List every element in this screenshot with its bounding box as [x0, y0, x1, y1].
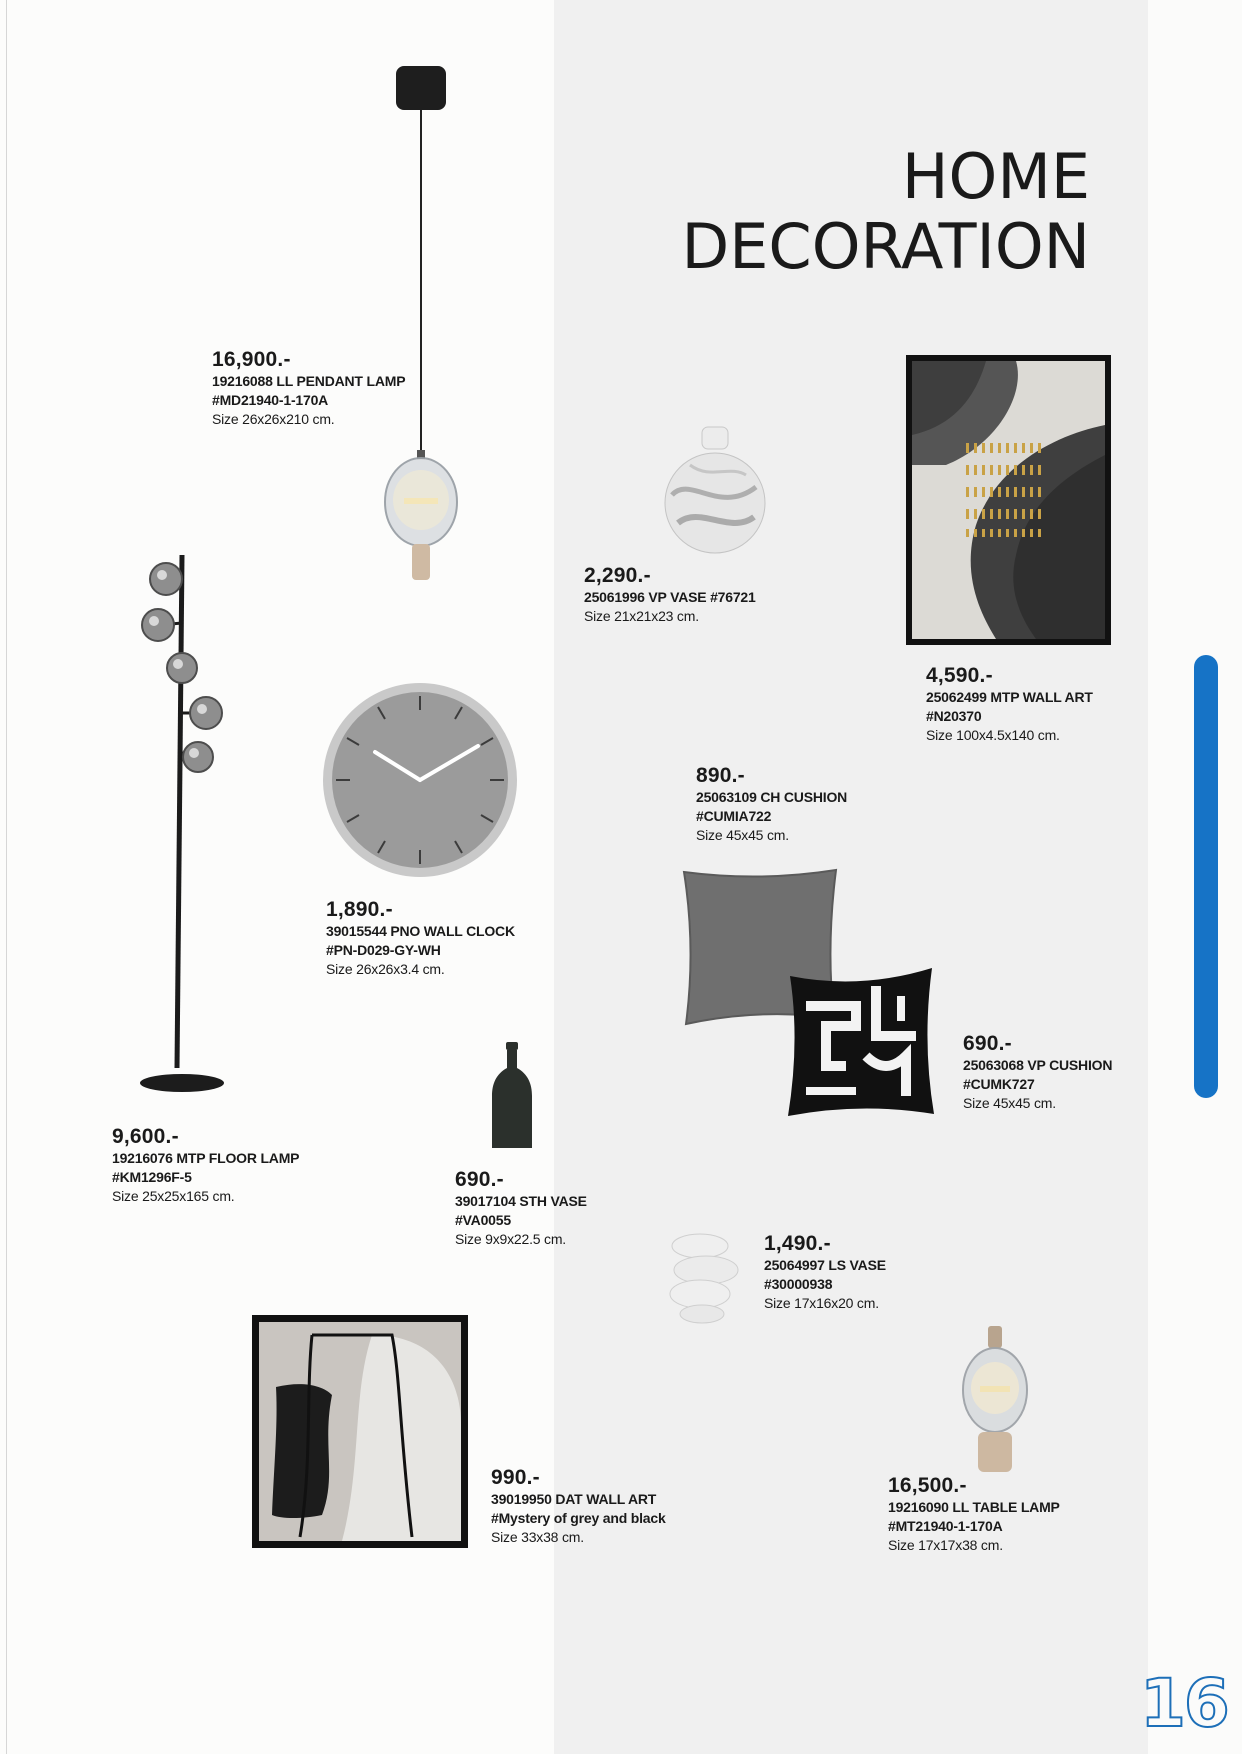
price: 690.-: [455, 1168, 504, 1191]
product-size: Size 100x4.5x140 cm.: [926, 727, 1060, 743]
pendant-lamp-image[interactable]: [370, 62, 480, 592]
product-model: #30000938: [764, 1276, 833, 1292]
wall-clock-label: [326, 898, 515, 979]
table-lamp-label: [888, 1474, 1060, 1555]
price: 16,900.-: [212, 348, 291, 371]
product-size: Size 25x25x165 cm.: [112, 1188, 235, 1204]
stacked-vase-label: [764, 1232, 886, 1313]
product-model: #KM1296F-5: [112, 1169, 192, 1185]
product-code: 25062499 MTP WALL ART: [926, 689, 1093, 705]
white-stacked-vase-image[interactable]: [664, 1232, 740, 1324]
product-code: 39017104 STH VASE: [455, 1193, 587, 1209]
price: 9,600.-: [112, 1125, 179, 1148]
product-size: Size 45x45 cm.: [696, 827, 789, 843]
product-model: #VA0055: [455, 1212, 511, 1228]
grey-cushion-label: [696, 764, 847, 845]
price: 990.-: [491, 1466, 540, 1489]
product-model: #N20370: [926, 708, 982, 724]
wall-clock-image[interactable]: [320, 680, 520, 880]
large-wall-art-label: [926, 664, 1093, 745]
price: 1,490.-: [764, 1232, 831, 1255]
product-code: 19216090 LL TABLE LAMP: [888, 1499, 1060, 1515]
product-model: #CUMK727: [963, 1076, 1035, 1092]
page-title-line1: HOME: [901, 140, 1090, 213]
product-size: Size 26x26x3.4 cm.: [326, 961, 445, 977]
product-code: 19216088 LL PENDANT LAMP: [212, 373, 406, 389]
product-size: Size 21x21x23 cm.: [584, 608, 699, 624]
price: 690.-: [963, 1032, 1012, 1055]
small-wall-art-label: [491, 1466, 666, 1547]
black-bottle-vase-image[interactable]: [488, 1040, 538, 1150]
price: 890.-: [696, 764, 745, 787]
product-size: Size 45x45 cm.: [963, 1095, 1056, 1111]
page-number: 16: [1140, 1665, 1228, 1742]
large-wall-art-image[interactable]: [906, 355, 1111, 645]
product-code: 25061996 VP VASE #76721: [584, 589, 756, 605]
product-code: 25064997 LS VASE: [764, 1257, 886, 1273]
product-size: Size 9x9x22.5 cm.: [455, 1231, 566, 1247]
marble-vase-image[interactable]: [660, 425, 770, 555]
product-code: 39019950 DAT WALL ART: [491, 1491, 657, 1507]
page-title: [681, 142, 1090, 282]
product-size: Size 33x38 cm.: [491, 1529, 584, 1545]
table-lamp-image[interactable]: [960, 1324, 1030, 1474]
product-code: 39015544 PNO WALL CLOCK: [326, 923, 515, 939]
page-edge-line: [6, 0, 7, 1754]
floor-lamp-label: [112, 1125, 299, 1206]
section-tab[interactable]: [1194, 655, 1218, 1098]
pattern-cushion-image[interactable]: [786, 966, 936, 1118]
product-size: Size 17x17x38 cm.: [888, 1537, 1003, 1553]
marble-vase-label: [584, 564, 756, 626]
page-title-line2: DECORATION: [681, 210, 1090, 283]
small-wall-art-image[interactable]: [252, 1315, 468, 1548]
price: 1,890.-: [326, 898, 393, 921]
product-size: Size 26x26x210 cm.: [212, 411, 335, 427]
product-model: #PN-D029-GY-WH: [326, 942, 441, 958]
product-model: #CUMIA722: [696, 808, 772, 824]
product-code: 25063109 CH CUSHION: [696, 789, 848, 805]
product-model: #Mystery of grey and black: [491, 1510, 666, 1526]
product-model: #MD21940-1-170A: [212, 392, 329, 408]
product-model: #MT21940-1-170A: [888, 1518, 1003, 1534]
pattern-cushion-label: [963, 1032, 1112, 1113]
price: 2,290.-: [584, 564, 651, 587]
product-code: 19216076 MTP FLOOR LAMP: [112, 1150, 300, 1166]
bottle-vase-label: [455, 1168, 587, 1249]
product-code: 25063068 VP CUSHION: [963, 1057, 1113, 1073]
price: 16,500.-: [888, 1474, 967, 1497]
product-size: Size 17x16x20 cm.: [764, 1295, 879, 1311]
pendant-lamp-label: [212, 348, 405, 429]
price: 4,590.-: [926, 664, 993, 687]
floor-lamp-image[interactable]: [130, 553, 240, 1093]
